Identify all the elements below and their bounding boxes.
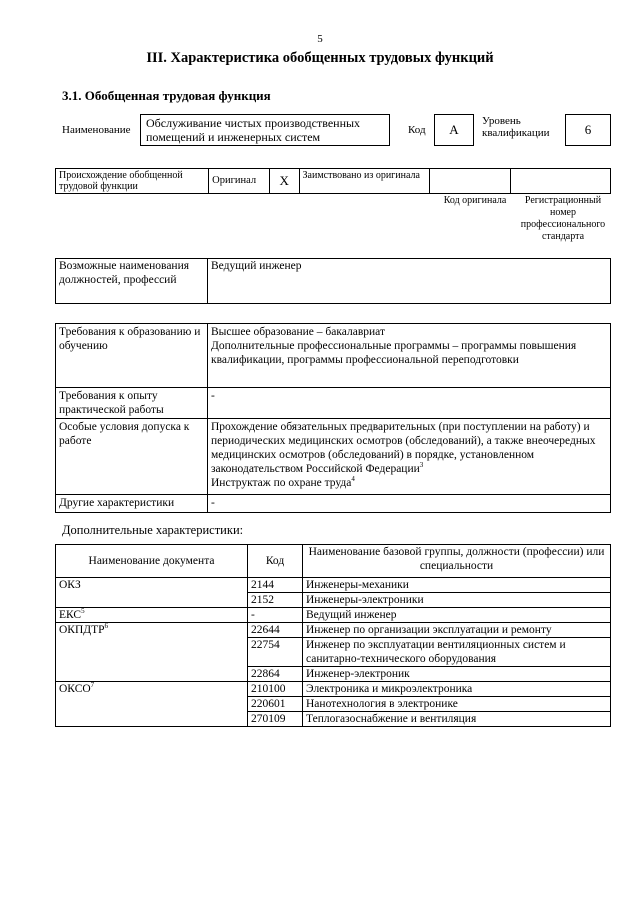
doc-name: ОКСО	[59, 683, 91, 695]
page-number: 5	[317, 33, 323, 45]
original-mark: X	[269, 169, 299, 194]
positions-table	[55, 258, 611, 304]
doc-name: ЕКС	[59, 609, 82, 621]
table-cell-name: Инженеры-электроники	[303, 593, 611, 608]
table-cell-code: 210100	[248, 682, 303, 697]
table-cell-name: Инженер по эксплуатации вентиляционных систем и санитарно-технического оборудования	[303, 638, 611, 667]
table-cell-code: 22644	[248, 623, 303, 638]
borrowed-label: Заимствовано из оригинала	[299, 169, 430, 194]
req-other-label: Другие характеристики	[56, 495, 208, 513]
req-other-value: -	[208, 495, 611, 513]
req-experience-label: Требования к опыту практической работы	[56, 388, 208, 419]
table-cell-name: Теплогазоснабжение и вентиляция	[303, 712, 611, 727]
footnote-ref: 5	[81, 607, 85, 616]
doc-name: ОКЗ	[59, 579, 81, 591]
doc-name: ОКПДТР	[59, 624, 105, 636]
table-cell-code: 22864	[248, 667, 303, 682]
req-education-line: Дополнительные профессиональные программы – программы повышения квалификации, программы профессиональной переподготовки	[211, 340, 577, 366]
col-header-document: Наименование документа	[56, 545, 248, 578]
requirements-table	[55, 323, 611, 513]
table-cell-code: 2152	[248, 593, 303, 608]
req-education-label: Требования к образованию и обучению	[56, 324, 208, 388]
req-conditions-text2: Инструктаж по охране труда	[211, 477, 352, 489]
req-experience-value: -	[208, 388, 611, 419]
reg-number-cell	[511, 169, 611, 194]
function-name-value: Обслуживание чистых производственных помещений и инженерных систем	[140, 114, 390, 146]
subsection-title: 3.1. Обобщенная трудовая функция	[62, 88, 271, 103]
reg-number-caption: Регистрационный номер профессионального стандарта	[520, 195, 606, 242]
table-cell-code: 220601	[248, 697, 303, 712]
code-original-caption: Код оригинала	[443, 195, 507, 206]
req-education-value	[208, 324, 611, 388]
table-cell-code: 2144	[248, 578, 303, 593]
origin-table	[55, 168, 611, 194]
footnote-ref: 6	[104, 622, 109, 631]
name-label: Наименование	[62, 124, 131, 136]
footnote-ref: 4	[351, 475, 355, 484]
footnote-ref: 3	[419, 461, 424, 470]
table-cell-code: 22754	[248, 638, 303, 667]
level-value: 6	[565, 114, 611, 146]
doc-okpdtr	[56, 623, 248, 682]
origin-label: Происхождение обобщенной трудовой функции	[56, 169, 209, 194]
col-header-name: Наименование базовой группы, должности (профессии) или специальности	[303, 545, 611, 578]
table-cell-name: Инженер по организации эксплуатации и ремонту	[303, 623, 611, 638]
doc-okz	[56, 578, 248, 608]
table-cell-code: 270109	[248, 712, 303, 727]
footnote-ref: 7	[90, 681, 95, 690]
doc-okso	[56, 682, 248, 727]
req-conditions-text: Прохождение обязательных предварительных (при поступлении на работу) и периодических медицинских осмотров (обследований), а также внеочередных медицинских осмотров (обследований) в порядке, установленном законодательством Российской Федерации	[211, 421, 596, 475]
table-cell-name: Ведущий инженер	[303, 608, 611, 623]
req-education-line: Высшее образование – бакалавриат	[211, 326, 385, 338]
additional-table	[55, 544, 611, 727]
table-cell-code: -	[248, 608, 303, 623]
table-cell-name: Инженеры-механики	[303, 578, 611, 593]
doc-eks	[56, 608, 248, 623]
col-header-code: Код	[248, 545, 303, 578]
original-code-cell	[430, 169, 511, 194]
original-label: Оригинал	[209, 169, 270, 194]
req-conditions-value	[208, 419, 611, 495]
req-conditions-label: Особые условия допуска к работе	[56, 419, 208, 495]
positions-label: Возможные наименования должностей, профессий	[56, 259, 208, 304]
section-title: III. Характеристика обобщенных трудовых функций	[146, 50, 494, 66]
code-label: Код	[408, 124, 426, 136]
table-cell-name: Инженер-электроник	[303, 667, 611, 682]
table-cell-name: Нанотехнология в электронике	[303, 697, 611, 712]
additional-title: Дополнительные характеристики:	[62, 523, 244, 537]
table-cell-name: Электроника и микроэлектроника	[303, 682, 611, 697]
code-value: A	[434, 114, 474, 146]
level-label: Уровень квалификации	[482, 115, 550, 139]
positions-value: Ведущий инженер	[208, 259, 611, 304]
